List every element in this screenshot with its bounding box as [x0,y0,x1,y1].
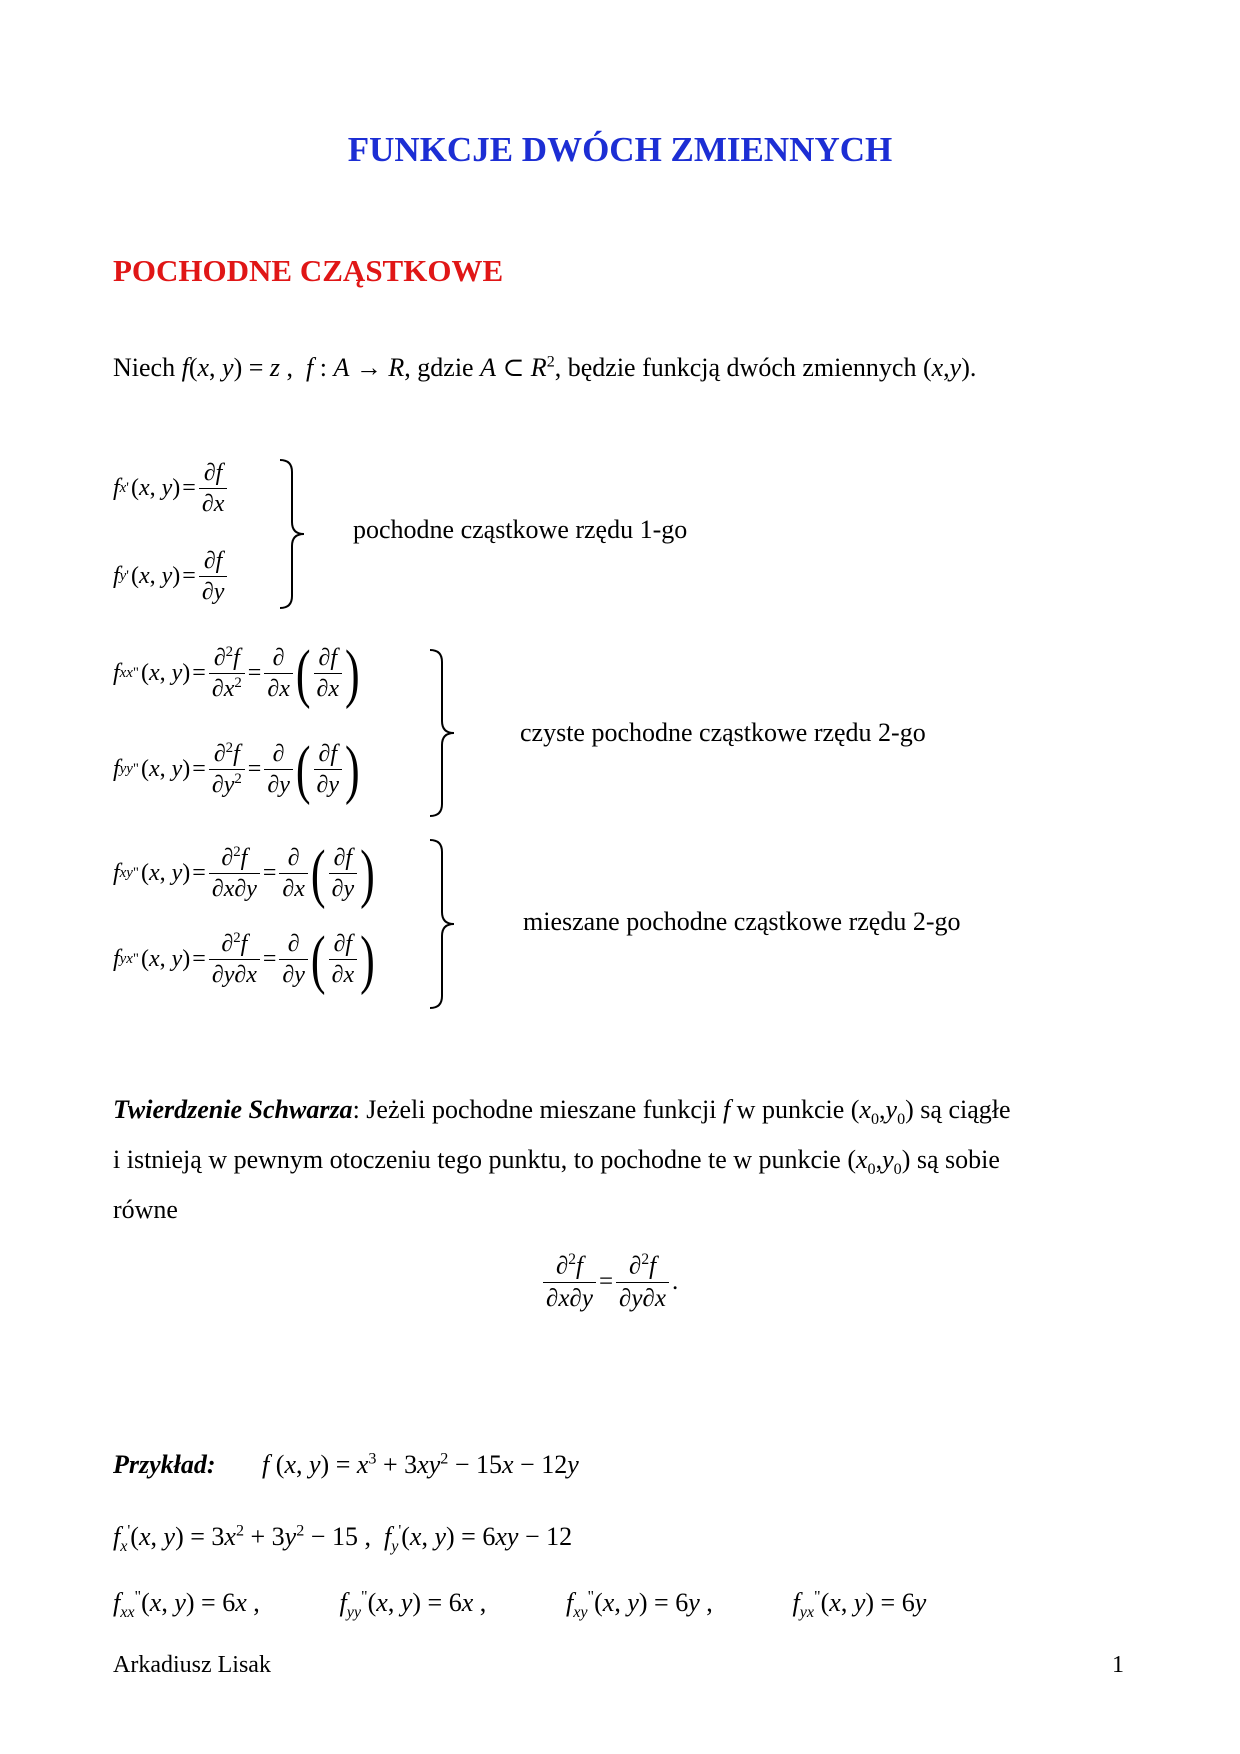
intro-text-3: , będzie funkcją dwóch zmiennych ( [554,353,932,382]
footer-author: Arkadiusz Lisak [113,1652,271,1678]
intro-text-4: ). [961,353,977,382]
brace-pure-second [428,648,458,818]
example-second-derivatives: $f_{xx}^"(x$, y) = 6x , $f_{yy}^"(x$, y) = 6x , $f_{xy}^"(x$, y) = 6y , $f_{yx}^"(x$, y) = 6y [113,1588,927,1622]
eq-fyx: f yx " (x, y) = ∂$^2$f ∂y∂x = ∂ ∂y ( ∂f ∂x ) [113,922,375,996]
theorem-text-1c: ) są ciągłe [905,1095,1011,1124]
page-title: FUNKCJE DWÓCH ZMIENNYCH [347,130,893,169]
footer-page-number: 1 [1112,1652,1124,1678]
theorem-line-3: równe [113,1195,178,1224]
intro-text-2: , gdzie [404,353,474,382]
theorem-text-2: i istnieją w pewnym otoczeniu tego punktu, to pochodne te w punkcie ( [113,1145,856,1174]
brace-first-order [278,458,308,610]
theorem-line-1: Twierdzenie Schwarza: Jeżeli pochodne mieszane funkcji f w punkcie $(x_0,y_0)$ są ciągłe [113,1095,1011,1129]
eq-fxx: f xx " (x, y) = ∂$^2$f $\partial x^2$ = ∂ ∂x ( ∂f ∂x ) [113,636,360,710]
label-mixed-second: mieszane pochodne cząstkowe rzędu 2-go [523,907,961,936]
example-first-derivatives: $f_x'(x$, $y) = 3x^2 + 3y^2 - 15$ , $f_y'(x$, y) = 6xy − 12 [113,1522,573,1556]
intro-text-1: Niech [113,353,176,382]
label-pure-second: czyste pochodne cząstkowe rzędu 2-go [520,718,926,747]
section-title: POCHODNE CZĄSTKOWE [113,253,504,288]
example-line: Przykład: f (x, $y) = x^3 + 3xy^2 - 15x - 12y$ [113,1450,579,1479]
theorem-text-2b: ) są sobie [901,1145,1000,1174]
theorem-text-1: : Jeżeli pochodne mieszane funkcji [352,1095,717,1124]
theorem-line-2: i istnieją w pewnym otoczeniu tego punktu, to pochodne te w punkcie $(x_0,y_0)$ są sobie [113,1145,1000,1179]
eq-fyy: f yy " (x, y) = ∂$^2$f $\partial y^2$ = ∂ ∂y ( ∂f ∂y ) [113,732,360,806]
label-first-order: pochodne cząstkowe rzędu 1-go [353,515,688,544]
eq-schwarz: ∂$^2$f ∂x∂y = ∂$^2$f ∂y∂x . [540,1250,678,1314]
example-label: Przykład: [113,1450,216,1479]
eq-fy-first: f y ' (x, y) = ∂f ∂y [113,546,230,607]
brace-mixed-second [428,838,458,1010]
theorem-text-1b: w punkcie ( [736,1095,860,1124]
eq-fx-first: f x ' (x, y) = ∂f ∂x [113,458,230,519]
theorem-name: Twierdzenie Schwarza [113,1095,353,1124]
eq-fxy: f xy " (x, y) = ∂$^2$f ∂x∂y = ∂ ∂x ( ∂f ∂y ) [113,836,375,910]
intro-line: Niech f(x, y) = z , f : A → R, gdzie A ⊂ $R^2$, będzie funkcją dwóch zmiennych (x,y). [113,353,977,382]
